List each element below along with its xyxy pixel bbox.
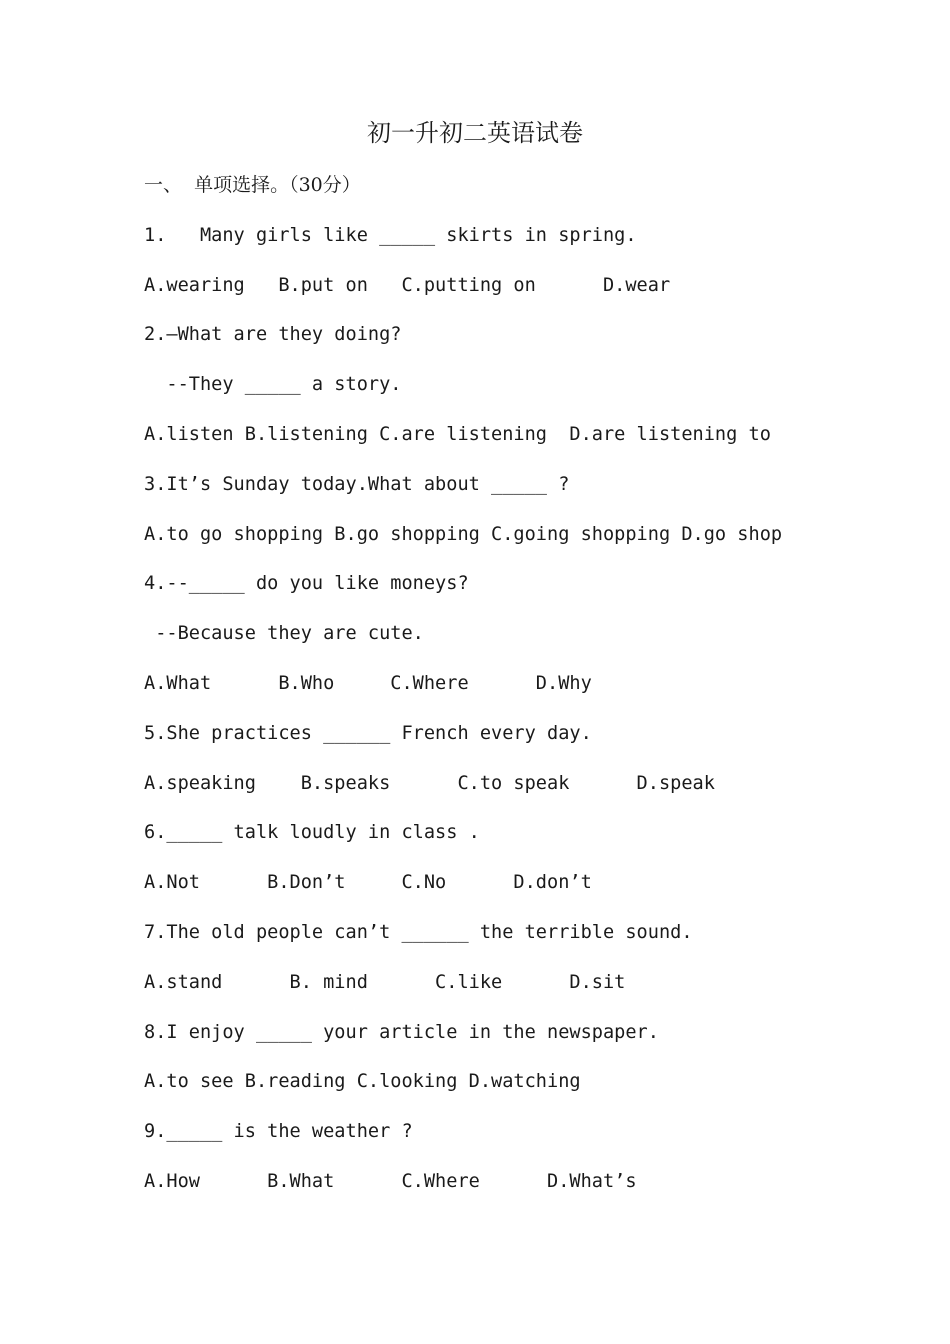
question-8-stem: 8.I enjoy _____ your article in the newspaper.	[144, 1022, 659, 1043]
question-3-stem: 3.It’s Sunday today.What about _____ ?	[144, 474, 570, 495]
question-1-stem: 1. Many girls like _____ skirts in spring.	[144, 225, 637, 246]
question-4-options: A.What B.Who C.Where D.Why	[144, 673, 592, 694]
question-5-options: A.speaking B.speaks C.to speak D.speak	[144, 773, 715, 794]
question-1-options: A.wearing B.put on C.putting on D.wear	[144, 275, 671, 296]
exam-title: 初一升初二英语试卷	[367, 119, 583, 147]
question-7-options: A.stand B. mind C.like D.sit	[144, 972, 626, 993]
question-6-options: A.Not B.Don’t C.No D.don’t	[144, 872, 592, 893]
question-9-stem: 9._____ is the weather ?	[144, 1121, 413, 1142]
question-9-options: A.How B.What C.Where D.What’s	[144, 1171, 637, 1192]
question-5-stem: 5.She practices ______ French every day.	[144, 723, 592, 744]
question-6-stem: 6._____ talk loudly in class .	[144, 822, 480, 843]
question-2-stem: 2.—What are they doing?	[144, 324, 402, 345]
question-7-stem: 7.The old people can’t ______ the terrible sound.	[144, 922, 693, 943]
section-heading: 一、 单项选择。（30分）	[144, 174, 361, 196]
question-2-stem-reply: --They _____ a story.	[144, 374, 402, 395]
question-2-options: A.listen B.listening C.are listening D.are listening to	[144, 424, 771, 445]
question-8-options: A.to see B.reading C.looking D.watching	[144, 1071, 581, 1092]
question-3-options: A.to go shopping B.go shopping C.going shopping D.go shop	[144, 524, 783, 545]
question-4-stem-reply: --Because they are cute.	[144, 623, 424, 644]
question-4-stem: 4.--_____ do you like moneys?	[144, 573, 469, 594]
